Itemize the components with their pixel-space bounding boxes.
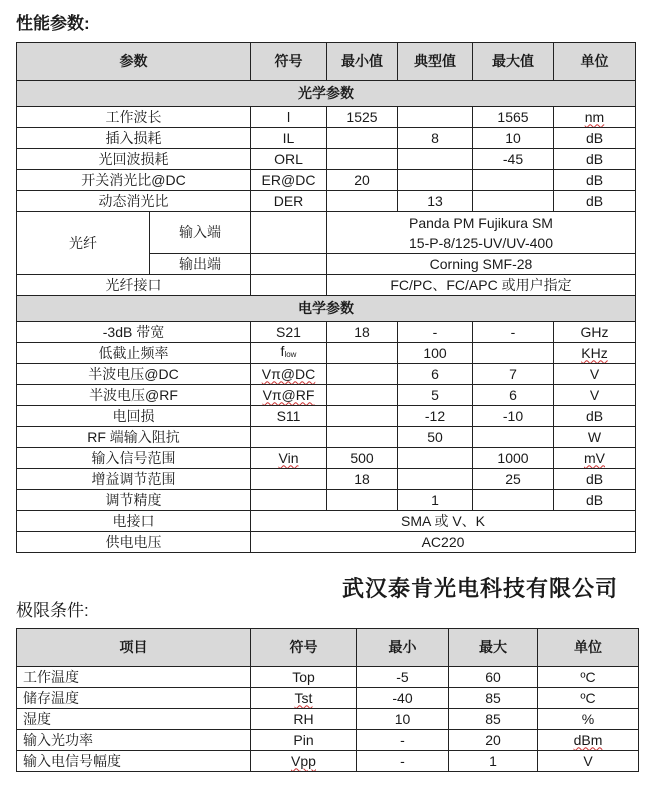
param-cell: 开关消光比@DC [17, 170, 251, 191]
symbol-cell [251, 427, 327, 448]
min-cell: - [357, 730, 449, 751]
limits-title: 极限条件: [16, 601, 89, 620]
typ-cell: 1 [398, 490, 473, 511]
unit-cell: dB [554, 191, 636, 212]
table-row [17, 730, 639, 751]
typ-cell: 8 [398, 128, 473, 149]
unit-cell: V [538, 751, 639, 772]
fiber-input-row [17, 212, 636, 254]
max-cell [473, 170, 554, 191]
table-row [17, 343, 636, 364]
param-cell: 半波电压@DC [17, 364, 251, 385]
fiber-connector-symbol [251, 275, 327, 296]
column-header-unit: 单位 [554, 43, 636, 81]
symbol-cell [251, 343, 327, 364]
typ-cell [398, 149, 473, 170]
param-cell: 电回损 [17, 406, 251, 427]
table-row [17, 490, 636, 511]
param-cell: 工作波长 [17, 107, 251, 128]
symbol-text: Tst [294, 689, 313, 706]
column-header-max: 最大 [449, 629, 538, 667]
column-header-max: 最大值 [473, 43, 554, 81]
param-cell: 低截止频率 [17, 343, 251, 364]
table-row [17, 448, 636, 469]
typ-cell: 6 [398, 364, 473, 385]
symbol-cell: Top [251, 667, 357, 688]
column-header-unit: 单位 [538, 629, 639, 667]
symbol-cell: RH [251, 709, 357, 730]
table-row [17, 322, 636, 343]
symbol-cell [251, 364, 327, 385]
symbol-cell: Pin [251, 730, 357, 751]
param-cell: 动态消光比 [17, 191, 251, 212]
symbol-cell: S21 [251, 322, 327, 343]
param-cell: 半波电压@RF [17, 385, 251, 406]
min-cell [327, 427, 398, 448]
unit-cell: ºC [538, 667, 639, 688]
unit-text: KHz [581, 344, 608, 361]
symbol-cell [251, 751, 357, 772]
table-row [17, 688, 639, 709]
power-supply-label: 供电电压 [17, 532, 251, 553]
fiber-connector-value: FC/PC、FC/APC 或用户指定 [327, 275, 636, 296]
typ-cell [398, 107, 473, 128]
symbol-text: f [280, 343, 285, 359]
fiber-output-value: Corning SMF-28 [327, 254, 636, 275]
max-cell [473, 427, 554, 448]
max-cell: 85 [449, 709, 538, 730]
min-cell: 500 [327, 448, 398, 469]
param-cell: 增益调节范围 [17, 469, 251, 490]
max-cell: 1 [449, 751, 538, 772]
column-header-symbol: 符号 [251, 629, 357, 667]
min-cell: 10 [357, 709, 449, 730]
fiber-label: 光纤 [17, 212, 150, 275]
table-row [17, 364, 636, 385]
min-cell: 1525 [327, 107, 398, 128]
fiber-output-symbol [251, 254, 327, 275]
unit-cell: dB [554, 469, 636, 490]
min-cell [327, 490, 398, 511]
typ-cell: 50 [398, 427, 473, 448]
symbol-cell: S11 [251, 406, 327, 427]
column-header-min: 最小值 [327, 43, 398, 81]
param-cell: 输入信号范围 [17, 448, 251, 469]
max-cell: 10 [473, 128, 554, 149]
table-row [17, 751, 639, 772]
param-cell: 插入损耗 [17, 128, 251, 149]
performance-table [16, 42, 636, 553]
column-header-typ: 典型值 [398, 43, 473, 81]
param-cell: -3dB 带宽 [17, 322, 251, 343]
table-row [17, 128, 636, 149]
fiber-connector-label: 光纤接口 [17, 275, 251, 296]
unit-cell: V [554, 385, 636, 406]
max-cell: - [473, 322, 554, 343]
table-row [17, 667, 639, 688]
min-cell [327, 343, 398, 364]
symbol-cell: ORL [251, 149, 327, 170]
table-row [17, 385, 636, 406]
power-supply-value: AC220 [251, 532, 636, 553]
item-cell: 湿度 [17, 709, 251, 730]
min-cell [327, 128, 398, 149]
typ-cell [398, 170, 473, 191]
param-cell: RF 端输入阻抗 [17, 427, 251, 448]
electrical-connector-row [17, 511, 636, 532]
unit-cell: dB [554, 149, 636, 170]
symbol-cell [251, 490, 327, 511]
symbol-cell: ER@DC [251, 170, 327, 191]
header-row [17, 629, 639, 667]
min-cell [327, 364, 398, 385]
item-cell: 输入电信号幅度 [17, 751, 251, 772]
item-cell: 工作温度 [17, 667, 251, 688]
param-cell: 调节精度 [17, 490, 251, 511]
header-row [17, 43, 636, 81]
symbol-cell [251, 448, 327, 469]
unit-cell: ºC [538, 688, 639, 709]
symbol-text: Vpp [291, 752, 316, 769]
column-header-min: 最小 [357, 629, 449, 667]
min-cell [327, 149, 398, 170]
unit-text: dBm [573, 731, 603, 748]
unit-cell [554, 343, 636, 364]
table-row [17, 170, 636, 191]
column-header-param: 参数 [17, 43, 251, 81]
electrical-connector-label: 电接口 [17, 511, 251, 532]
unit-cell: % [538, 709, 639, 730]
symbol-cell: DER [251, 191, 327, 212]
param-cell: 光回波损耗 [17, 149, 251, 170]
section-row-optical [17, 81, 636, 107]
max-cell: 1000 [473, 448, 554, 469]
table-row [17, 149, 636, 170]
power-supply-row [17, 532, 636, 553]
item-cell: 储存温度 [17, 688, 251, 709]
typ-cell: 100 [398, 343, 473, 364]
min-cell: - [357, 751, 449, 772]
unit-cell: dB [554, 406, 636, 427]
fiber-input-value-line2: 15-P-8/125-UV/UV-400 [409, 234, 553, 251]
max-cell: -45 [473, 149, 554, 170]
table-row [17, 469, 636, 490]
min-cell: -40 [357, 688, 449, 709]
table-row [17, 107, 636, 128]
unit-cell: GHz [554, 322, 636, 343]
performance-title: 性能参数: [16, 14, 90, 33]
max-cell: 20 [449, 730, 538, 751]
max-cell: 1565 [473, 107, 554, 128]
table-row [17, 427, 636, 448]
symbol-cell: l [251, 107, 327, 128]
max-cell [473, 343, 554, 364]
company-name: 武汉泰肯光电科技有限公司 [342, 576, 619, 601]
min-cell: 18 [327, 322, 398, 343]
unit-cell: dB [554, 490, 636, 511]
typ-cell: 5 [398, 385, 473, 406]
unit-cell: V [554, 364, 636, 385]
symbol-cell [251, 688, 357, 709]
symbol-cell: IL [251, 128, 327, 149]
typ-cell: 13 [398, 191, 473, 212]
min-cell: 18 [327, 469, 398, 490]
unit-cell [538, 730, 639, 751]
symbol-text: Vin [278, 449, 299, 466]
table-row [17, 406, 636, 427]
fiber-input-label: 输入端 [150, 212, 251, 254]
max-cell: 60 [449, 667, 538, 688]
typ-cell: -12 [398, 406, 473, 427]
max-cell: 6 [473, 385, 554, 406]
min-cell [327, 385, 398, 406]
typ-cell [398, 448, 473, 469]
unit-cell: W [554, 427, 636, 448]
max-cell: 85 [449, 688, 538, 709]
item-cell: 输入光功率 [17, 730, 251, 751]
symbol-text: Vπ@DC [261, 365, 316, 382]
unit-cell: dB [554, 170, 636, 191]
fiber-input-symbol [251, 212, 327, 254]
unit-cell [554, 107, 636, 128]
symbol-cell [251, 469, 327, 490]
column-header-symbol: 符号 [251, 43, 327, 81]
max-cell: 25 [473, 469, 554, 490]
section-row-electrical [17, 296, 636, 322]
min-cell [327, 191, 398, 212]
fiber-input-value-line1 [327, 213, 635, 233]
symbol-cell [251, 385, 327, 406]
max-cell [473, 191, 554, 212]
max-cell: -10 [473, 406, 554, 427]
symbol-subscript: low [284, 350, 297, 359]
typ-cell: - [398, 322, 473, 343]
max-cell: 7 [473, 364, 554, 385]
table-row [17, 191, 636, 212]
limits-table [16, 628, 639, 772]
unit-cell [554, 448, 636, 469]
column-header-item: 项目 [17, 629, 251, 667]
typ-cell [398, 469, 473, 490]
section-title-optical: 光学参数 [17, 81, 636, 107]
unit-cell: dB [554, 128, 636, 149]
fiber-connector-row [17, 275, 636, 296]
table-row [17, 709, 639, 730]
min-cell [327, 406, 398, 427]
max-cell [473, 490, 554, 511]
fiber-output-label: 输出端 [150, 254, 251, 275]
fiber-input-value-line1-text: Panda PM Fujikura SM [409, 214, 553, 231]
min-cell: -5 [357, 667, 449, 688]
electrical-connector-value: SMA 或 V、K [251, 511, 636, 532]
fiber-input-value [327, 212, 636, 254]
section-title-electrical: 电学参数 [17, 296, 636, 322]
unit-text: mV [584, 449, 605, 466]
min-cell: 20 [327, 170, 398, 191]
symbol-text: Vπ@RF [262, 386, 315, 403]
unit-text: nm [584, 108, 605, 125]
